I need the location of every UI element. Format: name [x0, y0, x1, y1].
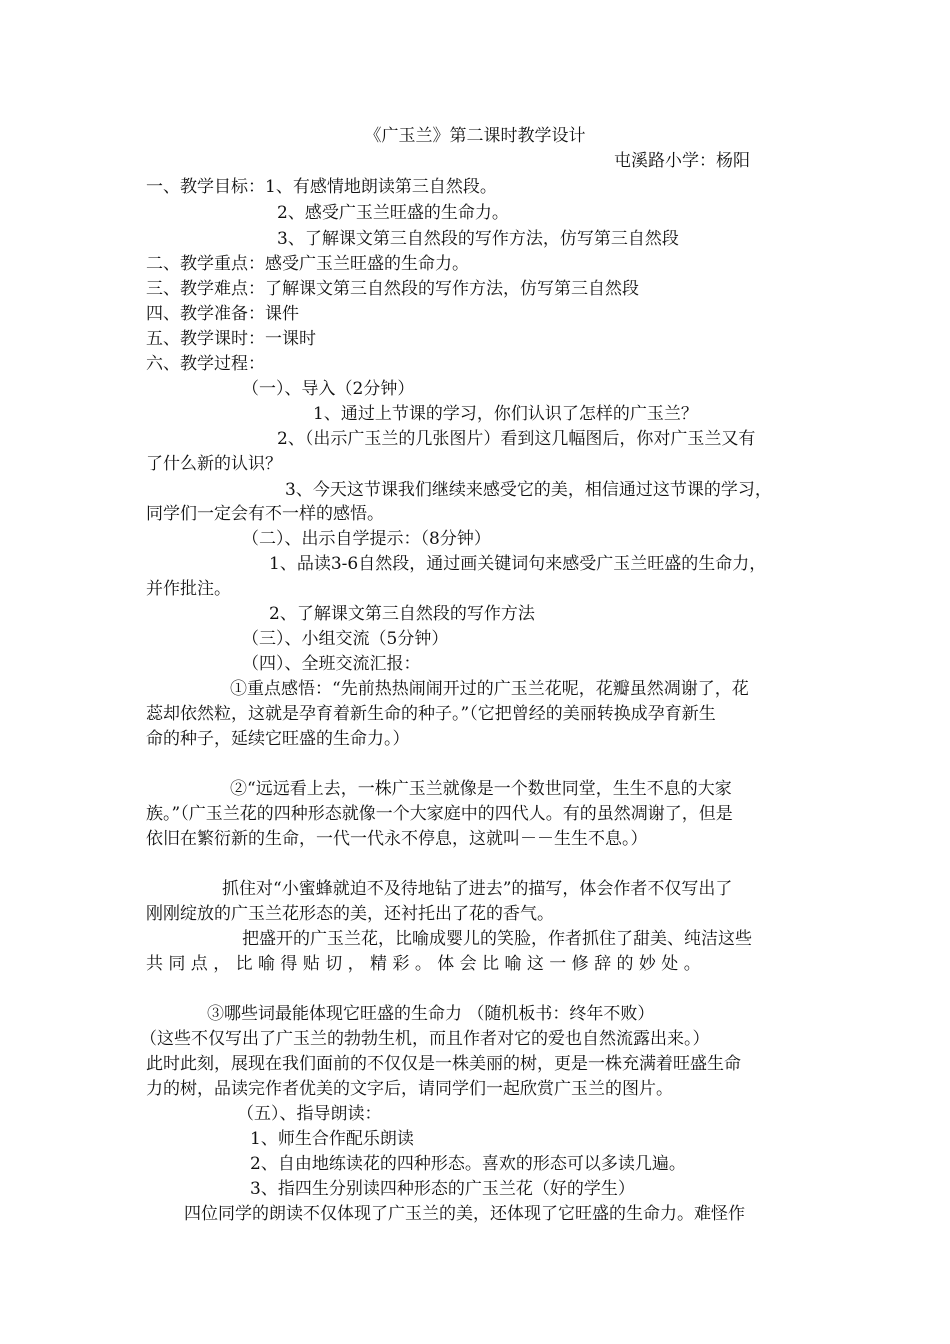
text-line: 把盛开的广玉兰花，比喻成婴儿的笑脸，作者抓住了甜美、纯洁这些 [242, 929, 752, 949]
text-line: 刚刚绽放的广玉兰花形态的美，还衬托出了花的香气。 [146, 904, 554, 924]
text-line: 族。”（广玉兰花的四种形态就像一个大家庭中的四代人。有的虽然凋谢了，但是 [146, 804, 733, 824]
text-line: 四位同学的朗读不仅体现了广玉兰的美，还体现了它旺盛的生命力。难怪作 [184, 1204, 745, 1224]
section-heading: （一）、导入（2分钟） [242, 379, 415, 399]
text-line: 此时此刻，展现在我们面前的不仅仅是一株美丽的树，更是一株充满着旺盛生命 [146, 1054, 741, 1074]
text-line: 四、教学准备：课件 [146, 304, 299, 324]
text-line: 3、指四生分别读四种形态的广玉兰花（好的学生） [250, 1179, 635, 1199]
section-heading: （五）、指导朗读： [237, 1104, 382, 1124]
text-line: 一、教学目标：1、有感情地朗读第三自然段。 [146, 177, 497, 197]
text-line: 2、（出示广玉兰的几张图片）看到这几幅图后，你对广玉兰又有 [277, 429, 756, 449]
text-line: 力的树，品读完作者优美的文字后，请同学们一起欣赏广玉兰的图片。 [146, 1079, 673, 1099]
text-line: 同学们一定会有不一样的感悟。 [146, 504, 384, 524]
text-line: 六、教学过程： [146, 354, 265, 374]
text-line: 1、品读3-6自然段，通过画关键词句来感受广玉兰旺盛的生命力， [269, 554, 767, 574]
text-line: ①重点感悟：“先前热热闹闹开过的广玉兰花呢，花瓣虽然凋谢了，花 [230, 679, 749, 699]
text-line: （这些不仅写出了广玉兰的勃勃生机，而且作者对它的爱也自然流露出来。） [140, 1029, 710, 1049]
text-line: 1、师生合作配乐朗读 [250, 1129, 414, 1149]
text-line: 蕊却依然粒，这就是孕育着新生命的种子。”（它把曾经的美丽转换成孕育新生 [146, 704, 716, 724]
text-line: ②“远远看上去，一株广玉兰就像是一个数世同堂，生生不息的大家 [230, 779, 732, 799]
text-line: ③哪些词最能体现它旺盛的生命力 （随机板书：终年不败） [207, 1004, 655, 1024]
text-line: 3、今天这节课我们继续来感受它的美，相信通过这节课的学习， [285, 480, 772, 500]
document-author: 屯溪路小学：杨阳 [614, 151, 750, 171]
text-line: 1、通过上节课的学习，你们认识了怎样的广玉兰？ [313, 404, 698, 424]
section-heading: （二）、出示自学提示：（8分钟） [242, 529, 491, 549]
text-line: 了什么新的认识？ [146, 454, 282, 474]
text-line: 3、了解课文第三自然段的写作方法，仿写第三自然段 [277, 229, 679, 249]
text-line: 共 同 点 ， 比 喻 得 贴 切 ， 精 彩 。 体 会 比 喻 这 一 修 辞 的 妙 处 。 [146, 954, 701, 974]
text-line: 五、教学课时：一课时 [146, 329, 316, 349]
text-line: 二、教学重点：感受广玉兰旺盛的生命力。 [146, 254, 469, 274]
text-line: 命的种子，延续它旺盛的生命力。） [146, 729, 410, 749]
text-line: 2、了解课文第三自然段的写作方法 [269, 604, 535, 624]
section-heading: （三）、小组交流（5分钟） [242, 629, 449, 649]
document-title: 《广玉兰》第二课时教学设计 [364, 126, 586, 146]
text-line: 抓住对“小蜜蜂就迫不及待地钻了进去”的描写，体会作者不仅写出了 [222, 879, 733, 899]
text-line: 并作批注。 [146, 579, 231, 599]
section-heading: （四）、全班交流汇报： [242, 654, 421, 674]
text-line: 2、感受广玉兰旺盛的生命力。 [277, 203, 509, 223]
text-line: 三、教学难点：了解课文第三自然段的写作方法，仿写第三自然段 [146, 279, 639, 299]
text-line: 2、自由地练读花的四种形态。喜欢的形态可以多读几遍。 [250, 1154, 686, 1174]
text-line: 依旧在繁衍新的生命，一代一代永不停息，这就叫－－生生不息。） [146, 829, 648, 849]
